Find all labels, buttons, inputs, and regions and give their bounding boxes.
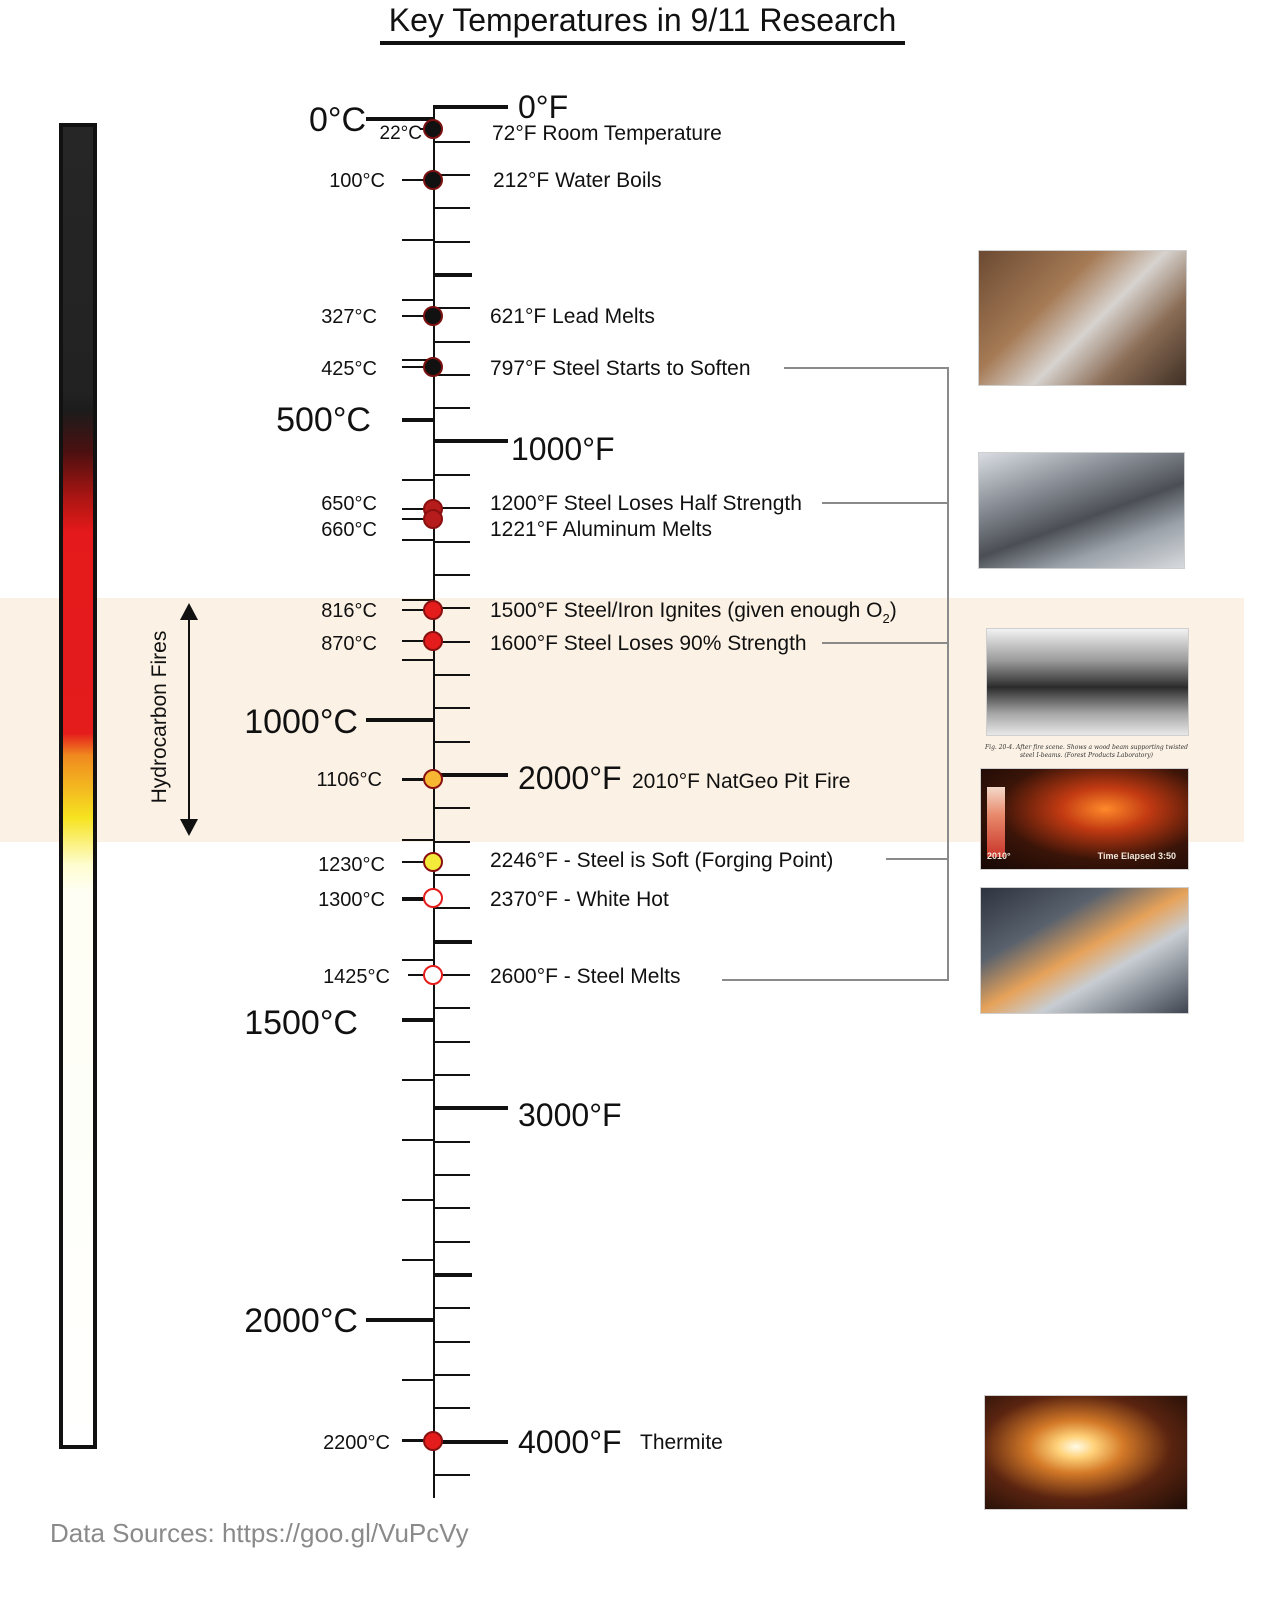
temperature-marker-dot xyxy=(424,120,442,138)
hydrocarbon-fires-label: Hydrocarbon Fires xyxy=(148,630,171,804)
molten-metal-pour-photo xyxy=(980,887,1189,1014)
marker-description: 2010°F NatGeo Pit Fire xyxy=(632,770,851,793)
burned-car-photo xyxy=(978,452,1185,569)
marker-description: 72°F Room Temperature xyxy=(492,122,722,145)
temperature-marker-dot xyxy=(424,889,442,907)
wood-beam-steel-photo xyxy=(986,628,1189,736)
fahrenheit-label-3000: 3000°F xyxy=(518,1097,622,1133)
data-sources-note: Data Sources: https://goo.gl/VuPcVy xyxy=(50,1518,469,1548)
temperature-marker-dot xyxy=(424,853,442,871)
marker-description: 2370°F - White Hot xyxy=(490,888,669,911)
marker-celsius-label: 1106°C xyxy=(316,769,382,791)
closing-paren: ) xyxy=(889,599,897,622)
wood-beam-photo-caption: Fig. 20-4. After fire scene. Shows a wood beam supporting twisted steel I-beams. (Forest Products Laboratory) xyxy=(984,744,1189,759)
marker-description: 621°F Lead Melts xyxy=(490,305,655,328)
fahrenheit-label-4000: 4000°F xyxy=(518,1424,622,1460)
celsius-label-500: 500°C xyxy=(276,401,371,439)
marker-celsius-label: 816°C xyxy=(321,600,377,622)
temperature-marker-dot xyxy=(424,632,442,650)
lead-melting-photo xyxy=(978,250,1187,386)
marker-celsius-label: 425°C xyxy=(321,358,377,380)
marker-description: 212°F Water Boils xyxy=(493,169,662,192)
marker-celsius-label: 327°C xyxy=(321,306,377,328)
marker-celsius-label: 100°C xyxy=(329,170,385,192)
marker-celsius-label: 1300°C xyxy=(318,889,385,911)
hydrocarbon-range-arrow xyxy=(148,603,198,836)
marker-description: 1500°F Steel/Iron Ignites (given enough $O_2$) xyxy=(490,599,897,626)
photo-leader-lines xyxy=(722,368,948,980)
temperature-marker-dot xyxy=(424,770,442,788)
temperature-marker-dot xyxy=(424,1432,442,1450)
marker-celsius-label: 660°C xyxy=(321,519,377,541)
marker-description: Thermite xyxy=(640,1431,723,1454)
fahrenheit-label-0: 0°F xyxy=(518,89,569,125)
marker-celsius-label: 1230°C xyxy=(318,854,385,876)
temperature-markers xyxy=(402,120,442,1450)
celsius-major-labels xyxy=(244,101,371,1340)
temperature-marker-dot xyxy=(424,358,442,376)
marker-celsius-label: 2200°C xyxy=(323,1432,390,1454)
marker-celsius-label: 650°C xyxy=(321,493,377,515)
subscript-2: 2 xyxy=(882,611,890,626)
temperature-marker-dot xyxy=(424,510,442,528)
pit-fire-temperature-readout: 2010° xyxy=(987,851,1011,861)
pit-fire-time-elapsed: Time Elapsed 3:50 xyxy=(1097,851,1176,861)
fahrenheit-label-2000: 2000°F xyxy=(518,760,622,796)
temperature-marker-dot xyxy=(424,601,442,619)
marker-description: 1221°F Aluminum Melts xyxy=(490,518,712,541)
fahrenheit-label-1000: 1000°F xyxy=(511,431,615,467)
temperature-marker-dot xyxy=(424,307,442,325)
pit-fire-temperature-gauge xyxy=(987,787,1005,857)
marker-celsius-label: 22°C xyxy=(379,123,422,144)
celsius-label-1000: 1000°C xyxy=(244,703,358,741)
fahrenheit-major-labels xyxy=(511,89,622,1460)
marker-celsius-labels xyxy=(317,123,422,1454)
temperature-marker-dot xyxy=(424,171,442,189)
celsius-label-1500: 1500°C xyxy=(244,1004,358,1042)
thermite-reaction-photo xyxy=(984,1395,1188,1510)
marker-celsius-label: 870°C xyxy=(321,633,377,655)
marker-description: 2600°F - Steel Melts xyxy=(490,965,681,988)
marker-celsius-label: 1425°C xyxy=(323,966,390,988)
marker-description: 1200°F Steel Loses Half Strength xyxy=(490,492,802,515)
temperature-marker-dot xyxy=(424,966,442,984)
marker-description: 797°F Steel Starts to Soften xyxy=(490,357,751,380)
marker-description: 1600°F Steel Loses 90% Strength xyxy=(490,632,807,655)
page-title: Key Temperatures in 9/11 Research xyxy=(388,2,897,38)
celsius-label-2000: 2000°C xyxy=(244,1302,358,1340)
celsius-label-0: 0°C xyxy=(308,101,366,139)
natgeo-pit-fire-photo xyxy=(980,768,1189,870)
marker-description: 2246°F - Steel is Soft (Forging Point) xyxy=(490,849,834,872)
